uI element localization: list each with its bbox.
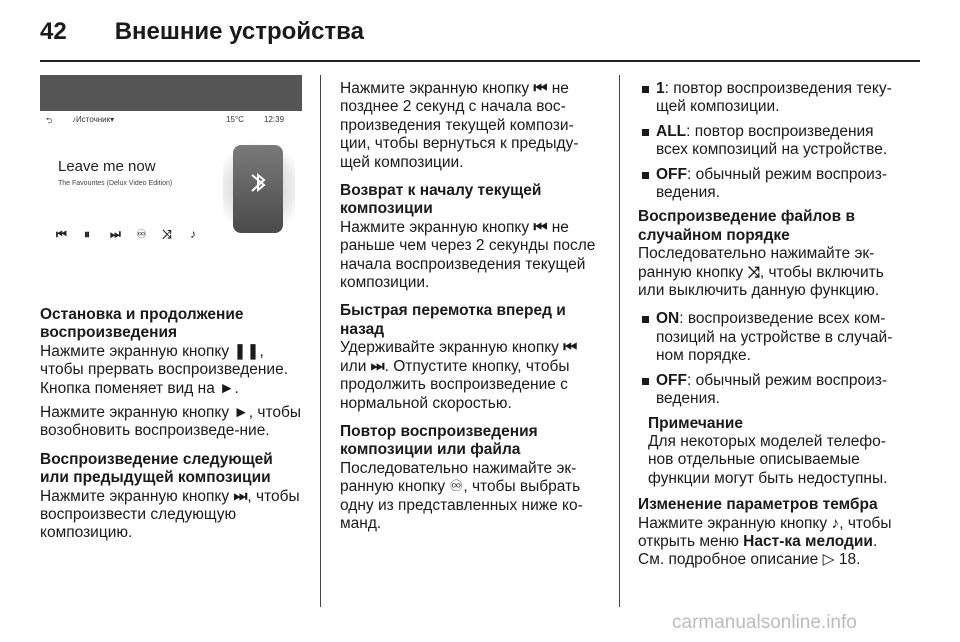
note-block: [648, 415, 908, 489]
next-track-icon: ⏭: [110, 227, 121, 241]
column-3: [638, 80, 908, 580]
page-ref-arrow-icon: ▷: [822, 551, 835, 569]
repeat-icon: ♾: [136, 227, 147, 241]
pause-icon: ⏸: [84, 227, 91, 241]
page-header: [40, 18, 364, 48]
paragraph: Нажмите экранную кнопку ⏮ не позднее 2 секунд с начала вос‐произведения текущей компози‐ции, чтобы вернуться к предыду‐щей композиции.: [340, 80, 579, 171]
paragraph: Нажмите экранную кнопку ❚❚, чтобы прервать воспроизведение. Кнопка поменяет вид на ►.: [40, 342, 288, 397]
paragraph: Удерживайте экранную кнопку ⏮ или ⏭. Отпустите кнопку, чтобы продолжить воспроизведение с нормальной скоростью.: [340, 339, 578, 412]
prev-track-icon: ⏮: [563, 339, 578, 357]
bluetooth-device-icon: [233, 145, 283, 233]
column-divider-1: [320, 75, 321, 607]
play-icon: ►: [233, 404, 249, 422]
section-title: Воспроизведение следующей или предыдущей композиции: [40, 450, 273, 487]
section-title: Остановка и продолжение воспроизведения: [40, 306, 244, 342]
screen-top-frame: [40, 75, 302, 111]
page-number: 42: [40, 18, 67, 45]
watermark-text: carmanualsonline.info: [672, 614, 857, 633]
menu-name: Наст-ка мелодии: [743, 532, 873, 550]
shuffle-icon: ⤨: [747, 263, 760, 281]
tone-settings-icon: ♪: [190, 227, 196, 241]
list-item: ALL: повтор воспроизведения всех композиций на устройстве.: [642, 123, 908, 160]
column-2: [340, 80, 602, 543]
album-title: The Favourites (Delux Video Edition): [58, 180, 173, 187]
list-item: 1: повтор воспроизведения теку‐щей композиции.: [642, 80, 908, 117]
paragraph: Нажмите экранную кнопку ⏮ не раньше чем через 2 секунды после начала воспроизведения текущей композиции.: [340, 218, 596, 292]
next-track-icon: ⏭: [370, 357, 385, 375]
back-icon: ⮌: [46, 116, 53, 125]
section-title: Возврат к началу текущей композиции: [340, 182, 542, 218]
list-item: ON: воспроизведение всех ком‐позиций на устройстве в случай‐ном порядке.: [642, 310, 908, 365]
next-track-icon: ⏭: [233, 487, 248, 505]
column-divider-2: [619, 75, 620, 607]
prev-track-icon: ⏮: [533, 218, 548, 236]
list-item: OFF: обычный режим воспроиз‐ведения.: [642, 372, 908, 409]
section-title: Изменение параметров тембра: [638, 496, 878, 514]
paragraph: Последовательно нажимайте эк‐ранную кнопку ♾, чтобы выбрать одну из представленных ниже ко‐манд.: [340, 459, 583, 532]
note-title: Примечание: [648, 414, 743, 432]
infotainment-screen-image: [40, 75, 302, 287]
section-title: Воспроизведение файлов в случайном порядке: [638, 208, 856, 244]
chapter-title: Внешние устройства: [114, 18, 364, 45]
paragraph: Последовательно нажимайте эк‐ранную кнопку ⤨, чтобы включить или выключить данную функцию.: [638, 245, 884, 300]
tone-settings-icon: ♪: [831, 514, 840, 532]
watermark: [0, 614, 960, 634]
song-title: Leave me now: [58, 158, 156, 175]
repeat-icon: ♾: [449, 478, 464, 496]
section-title: Повтор воспроизведения композиции или файла: [340, 422, 538, 459]
play-icon: ►: [219, 379, 235, 397]
paragraph: Нажмите экранную кнопку ♪, чтобы открыть меню Наст-ка мелодии.: [638, 514, 892, 550]
header-rule: [40, 60, 920, 62]
prev-track-icon: ⏮: [56, 227, 67, 241]
source-menu: ♪Источник▾: [72, 115, 115, 124]
temperature-readout: 15°C: [226, 115, 244, 124]
paragraph: Нажмите экранную кнопку ►, чтобы возобновить воспроизведе‐ние.: [40, 404, 302, 440]
prev-track-icon: ⏮: [533, 80, 548, 97]
list-item: OFF: обычный режим воспроиз‐ведения.: [642, 166, 908, 203]
note-text: Для некоторых моделей телефо‐нов отдельные описываемые функции могут быть недоступны.: [648, 432, 888, 487]
clock-readout: 12:39: [264, 115, 285, 124]
paragraph: Нажмите экранную кнопку ⏭, чтобы воспроизвести следующую композицию.: [40, 487, 300, 542]
section-title: Быстрая перемотка вперед и назад: [340, 302, 566, 338]
shuffle-icon: ⤨: [162, 227, 172, 241]
pause-icon: ❚❚: [233, 342, 260, 360]
paragraph: См. подробное описание ▷ 18.: [638, 551, 861, 569]
column-1: [40, 306, 302, 553]
